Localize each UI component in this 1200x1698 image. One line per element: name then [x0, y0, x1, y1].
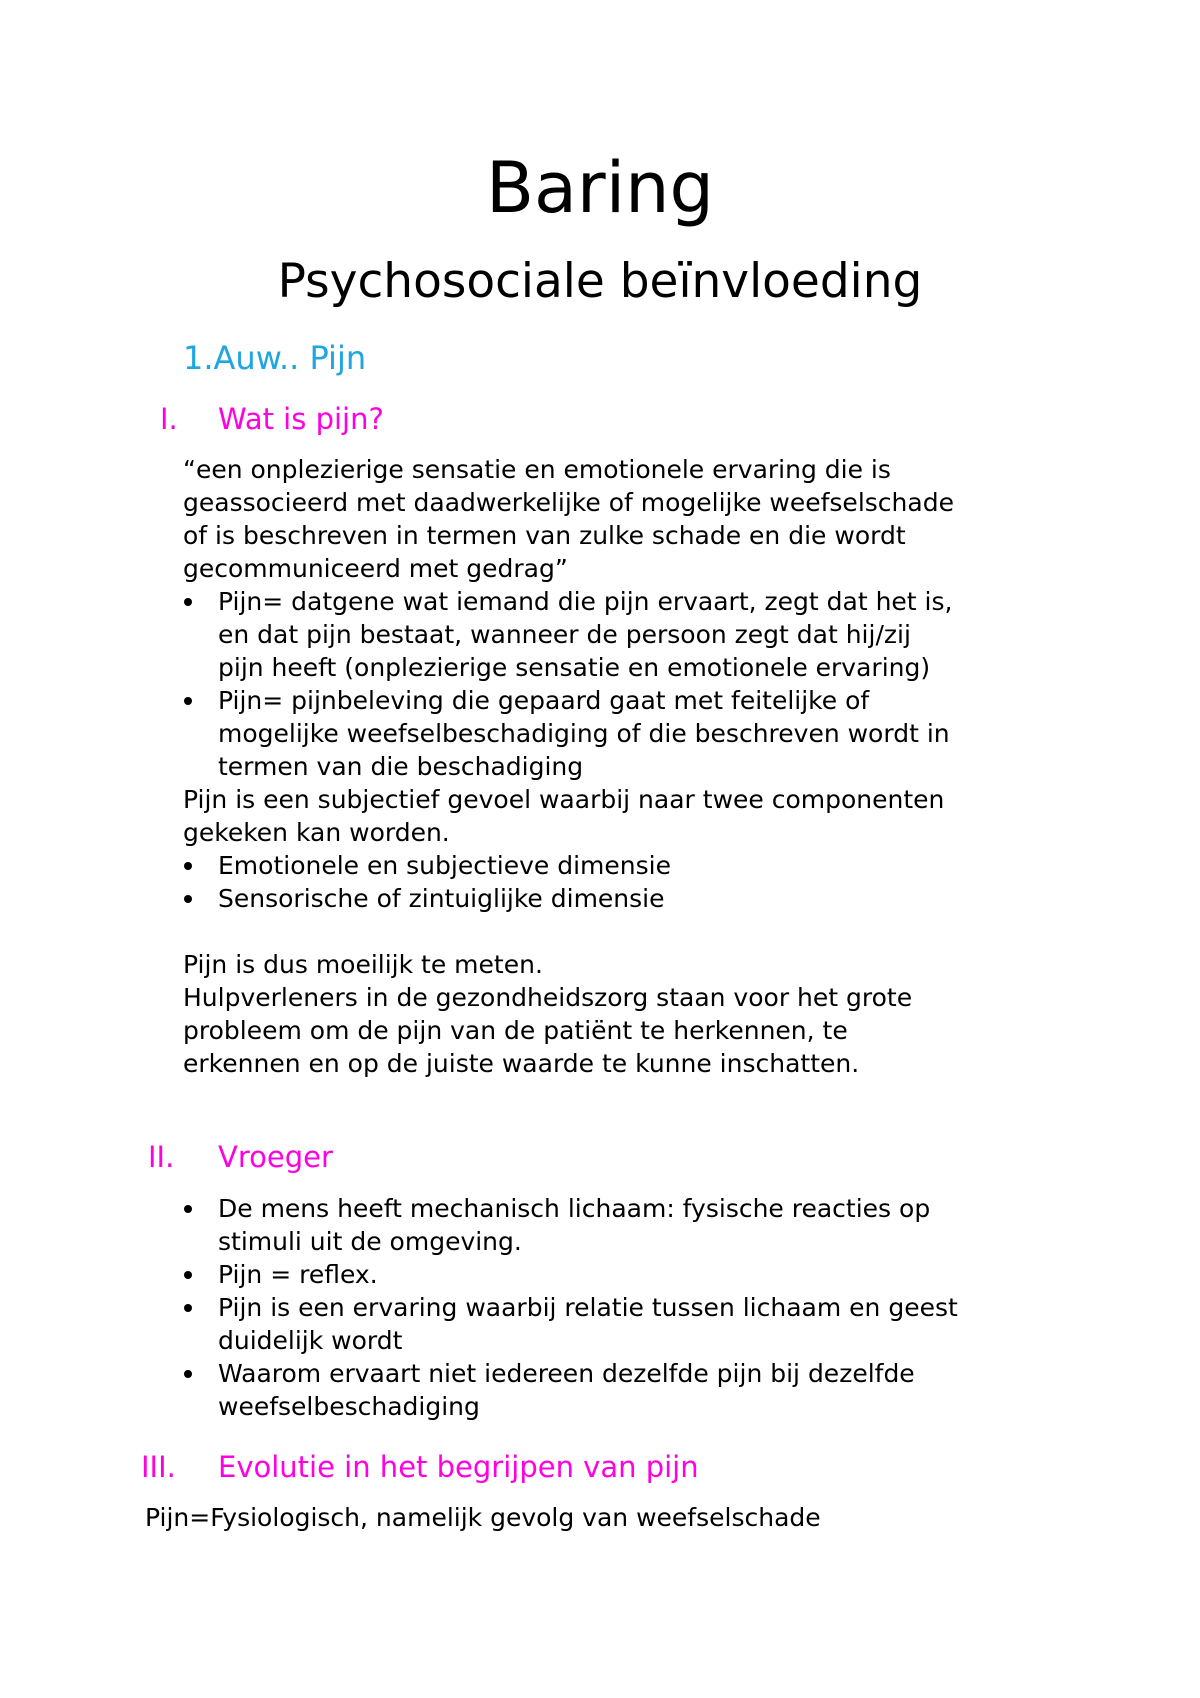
list-item-line: pijn heeft (onplezierige sensatie en emotionele ervaring) [218, 653, 931, 682]
list-item-line: duidelijk wordt [218, 1326, 403, 1355]
list-item-line: mogelijke weefselbeschadiging of die beschreven wordt in [218, 719, 950, 748]
chapter-heading: 1.Auw.. Pijn [183, 339, 367, 377]
list-item-line: stimuli uit de omgeving. [218, 1227, 522, 1256]
list-item-line: Pijn is een ervaring waarbij relatie tussen lichaam en geest [218, 1293, 958, 1322]
bullet-dot [184, 1205, 192, 1213]
list-item-line: De mens heeft mechanisch lichaam: fysische reacties op [218, 1194, 931, 1223]
bullet-dot [184, 1271, 192, 1279]
list-item-line: en dat pijn bestaat, wanneer de persoon zegt dat hij/zij [218, 620, 911, 649]
list-item-line: Pijn= datgene wat iemand die pijn ervaart, zegt dat het is, [218, 587, 953, 616]
list-item-line: Waarom ervaart niet iedereen dezelfde pijn bij dezelfde [218, 1359, 915, 1388]
definition-quote-line: gecommuniceerd met gedrag” [183, 554, 568, 583]
bullet-dot [184, 895, 192, 903]
list-item-line: Pijn = reflex. [218, 1260, 378, 1289]
list-item-line: termen van die beschadiging [218, 752, 584, 781]
document-title: Baring [486, 147, 714, 229]
bullet-dot [184, 862, 192, 870]
list-item-line: Sensorische of zintuiglijke dimensie [218, 884, 665, 913]
definition-quote-line: of is beschreven in termen van zulke schade en die wordt [183, 521, 906, 550]
paragraph-line: Pijn=Fysiologisch, namelijk gevolg van weefselschade [145, 1503, 821, 1532]
paragraph-line: Hulpverleners in de gezondheidszorg staan voor het grote [183, 983, 913, 1012]
section-3-number: III. [141, 1450, 176, 1484]
definition-quote-line: geassocieerd met daadwerkelijke of mogelijke weefselschade [183, 488, 954, 517]
list-item-line: weefselbeschadiging [218, 1392, 480, 1421]
definition-quote-line: “een onplezierige sensatie en emotionele ervaring die is [183, 455, 891, 484]
bullet-dot [184, 1304, 192, 1312]
section-3-heading: Evolutie in het begrijpen van pijn [218, 1450, 699, 1484]
paragraph-line: Pijn is een subjectief gevoel waarbij naar twee componenten [183, 785, 945, 814]
list-item-line: Emotionele en subjectieve dimensie [218, 851, 671, 880]
section-2-number: II. [148, 1140, 175, 1174]
paragraph-line: Pijn is dus moeilijk te meten. [183, 950, 543, 979]
paragraph-line: erkennen en op de juiste waarde te kunne inschatten. [183, 1049, 860, 1078]
paragraph-line: gekeken kan worden. [183, 818, 450, 847]
section-2-heading: Vroeger [218, 1140, 333, 1174]
list-item-line: Pijn= pijnbeleving die gepaard gaat met feitelijke of [218, 686, 870, 715]
paragraph-line: probleem om de pijn van de patiënt te herkennen, te [183, 1016, 848, 1045]
section-1-heading: Wat is pijn? [218, 402, 384, 436]
bullet-dot [184, 697, 192, 705]
section-1-number: I. [160, 402, 178, 436]
bullet-dot [184, 598, 192, 606]
document-subtitle: Psychosociale beïnvloeding [277, 254, 923, 309]
bullet-dot [184, 1370, 192, 1378]
